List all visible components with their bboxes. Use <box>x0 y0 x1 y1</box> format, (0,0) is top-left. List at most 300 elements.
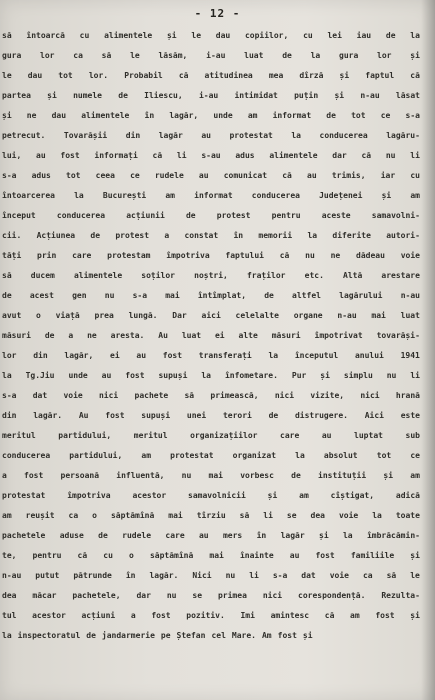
document-word: conducerea <box>251 191 300 200</box>
document-word: acestor <box>132 491 167 500</box>
document-word: am <box>410 191 420 200</box>
document-word: Imi <box>240 611 255 620</box>
document-word: că <box>77 551 88 560</box>
document-word: întîmplat, <box>197 291 247 300</box>
document-word: li <box>410 371 420 380</box>
document-word: lagăr, <box>64 351 94 360</box>
document-word: ca <box>73 51 83 60</box>
document-line <box>2 246 420 266</box>
document-line <box>2 206 420 226</box>
document-word: de <box>185 211 196 220</box>
document-word: se <box>286 511 297 520</box>
document-word: Au <box>78 411 89 420</box>
document-word: n-au <box>400 291 420 300</box>
document-word: în <box>233 231 244 240</box>
document-word: lăsăm, <box>158 51 188 60</box>
document-word: Nici <box>192 571 212 580</box>
document-word: lei <box>327 31 342 40</box>
document-word: care <box>280 431 300 440</box>
document-word: le <box>130 51 140 60</box>
document-word: ne <box>330 251 341 260</box>
document-word: din <box>2 411 17 420</box>
document-word: nu <box>385 151 396 160</box>
document-word: distrugere. <box>294 411 348 420</box>
document-word: am <box>410 471 420 480</box>
document-word: prea <box>94 311 114 320</box>
document-word: tul <box>2 611 17 620</box>
document-word: de <box>118 91 128 100</box>
document-word: la <box>268 351 279 360</box>
document-word: dea <box>2 591 17 600</box>
document-word: lor <box>377 51 392 60</box>
document-word: ce <box>410 451 420 460</box>
document-word: măcar <box>32 591 57 600</box>
document-word: că <box>152 151 163 160</box>
document-word: samavolni- <box>371 211 420 220</box>
document-line <box>2 546 420 566</box>
document-word: Tg.Jiu <box>25 371 55 380</box>
document-word: îmbrăcămin- <box>366 531 420 540</box>
page-edge-shadow <box>421 0 435 700</box>
document-word: nu <box>166 591 177 600</box>
document-word: protestat <box>229 131 273 140</box>
document-word: din <box>33 351 48 360</box>
document-word: la <box>307 231 318 240</box>
document-word: la <box>2 371 12 380</box>
document-line <box>2 46 420 66</box>
document-word: fraților <box>246 271 286 280</box>
document-word: putut <box>35 571 60 580</box>
document-word: viață <box>55 311 80 320</box>
document-word: au <box>289 551 300 560</box>
document-word: pachetele, <box>72 591 121 600</box>
document-word: amintesc <box>270 611 310 620</box>
document-word: nici <box>274 391 295 400</box>
document-line <box>2 386 420 406</box>
document-word: pătrunde <box>73 571 112 580</box>
document-word: fost <box>315 551 335 560</box>
document-word: nici <box>262 591 283 600</box>
document-word: etc. <box>304 271 324 280</box>
document-line <box>2 406 420 426</box>
document-word: copiilor, <box>244 31 289 40</box>
document-word: avut <box>2 311 22 320</box>
document-word: au <box>36 151 46 160</box>
document-word: săptămînă <box>110 511 155 520</box>
document-word: rudele <box>122 531 152 540</box>
document-line <box>2 146 420 166</box>
document-word: pentru <box>271 211 301 220</box>
document-word: luptat <box>354 431 383 440</box>
document-word: samavolnicii <box>188 491 246 500</box>
document-word: aceste <box>321 211 351 220</box>
document-word: li <box>249 571 259 580</box>
document-word: n-au <box>2 571 22 580</box>
document-word: mai <box>208 471 223 480</box>
document-word: Aici <box>364 411 384 420</box>
document-word: dar <box>136 591 151 600</box>
page-number: - 12 - <box>194 7 241 20</box>
document-word: instituții <box>318 471 367 480</box>
document-word: protest <box>115 231 150 240</box>
document-word: protestat <box>170 451 214 460</box>
document-word: că <box>178 71 189 80</box>
document-word: inspectoratul <box>17 631 81 640</box>
document-word: că <box>282 171 292 180</box>
document-word: memorii <box>258 231 293 240</box>
document-word: puțin <box>294 91 319 100</box>
document-word: informați <box>94 151 138 160</box>
document-word: am <box>299 491 309 500</box>
document-word: ne <box>87 331 97 340</box>
document-word: dădeau <box>356 251 385 260</box>
document-word: fost <box>151 611 171 620</box>
document-word: iau <box>356 31 372 40</box>
document-word: lagăru- <box>386 131 420 140</box>
document-line <box>2 466 420 486</box>
document-word: de <box>291 471 301 480</box>
document-word: unde <box>68 371 88 380</box>
document-line <box>2 166 420 186</box>
document-line <box>2 66 420 86</box>
document-word: că <box>361 151 372 160</box>
document-word: nu <box>181 471 192 480</box>
document-word: au <box>136 351 147 360</box>
document-word: ceea <box>95 171 115 180</box>
document-word: trimis, <box>331 171 366 180</box>
document-word: conducerea <box>2 451 51 460</box>
document-word: mai <box>165 291 180 300</box>
document-word: lagărului <box>339 291 383 300</box>
document-word: fost <box>105 411 125 420</box>
document-word: o <box>129 551 134 560</box>
document-word: protestam <box>107 251 151 260</box>
document-word: în <box>144 111 155 120</box>
document-word: le <box>2 71 12 80</box>
document-word: dat <box>301 571 316 580</box>
document-word: au <box>307 171 317 180</box>
document-word: ce <box>130 171 140 180</box>
document-word: nici <box>98 391 119 400</box>
document-line <box>2 226 420 246</box>
document-word: jandarmerie <box>101 631 155 640</box>
document-word: li <box>410 151 420 160</box>
document-word: supuși <box>158 371 188 380</box>
document-word: a <box>2 471 7 480</box>
document-line <box>2 606 420 626</box>
document-word: conducerea <box>56 211 106 220</box>
document-word: o <box>36 311 41 320</box>
document-word: la <box>410 31 420 40</box>
document-word: alimentele <box>104 31 153 40</box>
document-word: tot <box>66 171 81 180</box>
document-word: aresta. <box>110 331 145 340</box>
document-line <box>2 526 420 546</box>
document-word: celelalte <box>235 311 279 320</box>
document-word: de <box>86 631 96 640</box>
document-word: și <box>410 611 420 620</box>
document-word: diferite <box>332 231 371 240</box>
document-line <box>2 626 420 646</box>
document-word: alimentele <box>269 151 318 160</box>
document-word: unei <box>186 411 207 420</box>
document-word: au <box>198 171 209 180</box>
document-word: la <box>295 451 305 460</box>
document-word: fost <box>277 631 297 640</box>
document-word: să <box>386 571 397 580</box>
document-word: intimidat <box>234 91 278 100</box>
document-word: organizat <box>232 451 277 460</box>
document-word: nu <box>305 251 315 260</box>
document-word: tot <box>376 451 392 460</box>
document-word: constat <box>184 231 219 240</box>
document-word: acest <box>29 291 54 300</box>
document-word: alimentele <box>81 111 130 120</box>
document-word: gura <box>339 51 359 60</box>
document-word: dat <box>32 391 48 400</box>
document-word: luat <box>181 331 202 340</box>
document-word: dau <box>27 71 43 80</box>
document-word: informat <box>194 191 233 200</box>
document-word: cu <box>103 551 113 560</box>
document-word: tot <box>351 111 366 120</box>
document-word: la <box>372 511 382 520</box>
document-word: de <box>98 531 108 540</box>
document-word: Acțiunea <box>36 231 76 240</box>
document-word: am <box>247 111 258 120</box>
document-line <box>2 506 420 526</box>
document-word: Tovarășii <box>63 131 108 140</box>
document-word: familiile <box>350 551 395 560</box>
document-word: voie <box>63 391 83 400</box>
document-word: ce <box>380 111 391 120</box>
document-word: luat <box>400 311 420 320</box>
document-word: s-a <box>2 171 17 180</box>
document-word: Probabil <box>124 71 163 80</box>
document-word: n-au <box>337 311 357 320</box>
document-word: de <box>264 291 274 300</box>
document-word: partea <box>2 91 31 100</box>
document-word: li <box>263 511 273 520</box>
document-word: la <box>2 631 12 640</box>
document-word: dîrză <box>299 71 324 80</box>
document-word: te, <box>2 551 17 560</box>
document-word: și <box>381 191 392 200</box>
document-word: rudele <box>154 171 184 180</box>
document-word: a <box>68 331 74 340</box>
document-word: să <box>2 271 12 280</box>
document-word: pachetele <box>2 531 46 540</box>
document-line <box>2 566 420 586</box>
document-word: partidului, <box>69 451 123 460</box>
document-word: gen <box>72 291 87 300</box>
document-word: ne <box>26 111 37 120</box>
document-word: și <box>302 631 313 640</box>
document-word: prin <box>37 251 57 260</box>
document-word: s-a <box>405 111 420 120</box>
document-word: că <box>279 251 290 260</box>
document-word: de <box>44 331 55 340</box>
document-word: este <box>400 411 420 420</box>
document-word: săptămînă <box>149 551 194 560</box>
document-body-text <box>2 26 420 646</box>
document-word: de <box>90 231 101 240</box>
document-word: s-a <box>132 291 148 300</box>
document-word: măsuri <box>2 331 31 340</box>
document-word: fost <box>375 611 395 620</box>
document-word: persoană <box>60 471 100 480</box>
document-word: la <box>74 191 84 200</box>
document-word: meritul <box>2 431 36 440</box>
document-word: și <box>2 111 12 120</box>
document-word: transferați <box>198 351 252 360</box>
document-word: și <box>47 91 57 100</box>
document-word: mai <box>209 551 224 560</box>
document-word: organe <box>293 311 323 320</box>
document-word: nu <box>104 291 115 300</box>
document-word: partidului, <box>58 431 112 440</box>
document-word: s-a <box>272 571 288 580</box>
document-word: adus <box>235 151 255 160</box>
document-word: lor <box>2 351 17 360</box>
document-word: lagăr, <box>169 111 199 120</box>
document-word: înfometare. <box>224 371 278 380</box>
document-word: faptul <box>365 71 395 80</box>
document-word: luat <box>244 51 264 60</box>
document-word: fost <box>24 471 44 480</box>
document-word: să <box>184 391 195 400</box>
document-word: lor. <box>88 71 109 80</box>
document-word: gura <box>2 51 22 60</box>
document-word: de <box>2 291 12 300</box>
document-line <box>2 266 420 286</box>
document-word: aduse <box>59 531 84 540</box>
document-word: meritul <box>133 431 168 440</box>
document-word: simplu <box>343 371 373 380</box>
document-word: lăsat <box>395 91 420 100</box>
document-word: toate <box>395 511 420 520</box>
document-word: voie <box>400 251 420 260</box>
document-word: organizațiilor <box>190 431 258 440</box>
document-word: ei <box>214 331 225 340</box>
document-word: și <box>320 371 330 380</box>
document-line <box>2 186 420 206</box>
document-word: au <box>101 371 112 380</box>
document-word: la <box>201 371 211 380</box>
document-word: nu <box>225 571 236 580</box>
document-word: dau <box>51 111 67 120</box>
document-word: i-au <box>198 91 219 100</box>
document-word: că <box>324 611 335 620</box>
document-word: alte <box>238 331 258 340</box>
document-word: Iliescu, <box>144 91 183 100</box>
document-line <box>2 26 420 46</box>
document-word: la <box>310 51 321 60</box>
document-word: aici <box>201 311 221 320</box>
document-word: din <box>125 131 141 140</box>
document-line <box>2 126 420 146</box>
document-word: lagăr <box>158 131 183 140</box>
document-word: voie <box>329 571 349 580</box>
document-word: să <box>239 511 250 520</box>
document-line <box>2 426 420 446</box>
document-word: nici <box>360 391 380 400</box>
document-word: dau <box>215 31 231 40</box>
document-word: iar <box>380 171 396 180</box>
document-word: conducerea <box>319 131 368 140</box>
document-word: vorbesc <box>240 471 274 480</box>
document-word: am <box>2 511 12 520</box>
document-word: cel <box>211 631 226 640</box>
document-word: petrecut. <box>2 131 46 140</box>
document-word: sub <box>405 431 420 440</box>
document-word: întoarcă <box>26 31 65 40</box>
document-word: noștri, <box>194 271 228 280</box>
document-word: la <box>342 531 353 540</box>
document-word: și <box>267 491 278 500</box>
document-word: supuși <box>141 411 171 420</box>
document-word: acțiuni <box>81 611 116 620</box>
document-word: soților <box>141 271 175 280</box>
document-word: acțiunii <box>126 211 165 220</box>
document-word: în <box>256 531 267 540</box>
document-word: de <box>385 31 396 40</box>
document-word: cu <box>303 31 313 40</box>
document-word: Dar <box>172 311 187 320</box>
document-word: li <box>176 151 187 160</box>
document-word: să <box>101 51 112 60</box>
document-word: și <box>410 551 420 560</box>
document-word: arestare <box>381 271 420 280</box>
document-word: au <box>201 131 211 140</box>
document-word: mea <box>268 71 284 80</box>
document-word: adică <box>395 491 420 500</box>
document-word: de <box>268 411 279 420</box>
document-word: atitudinea <box>204 71 253 80</box>
document-word: fost <box>162 351 183 360</box>
document-word: la <box>291 131 301 140</box>
document-word: primească, <box>210 391 259 400</box>
document-word: fost <box>60 151 80 160</box>
document-word: absolut <box>323 451 358 460</box>
document-word: întoarcerea <box>2 191 55 200</box>
document-word: București <box>102 191 147 200</box>
document-word: influentă, <box>116 471 165 480</box>
document-word: terori <box>222 411 252 420</box>
document-word: pe <box>160 631 171 640</box>
document-word: și <box>166 31 177 40</box>
document-word: anului <box>354 351 384 360</box>
document-word: lagăr <box>280 531 305 540</box>
document-word: pozitiv. <box>186 611 225 620</box>
document-word: protestat <box>2 491 46 500</box>
document-word: începutul <box>294 351 339 360</box>
document-word: tăți <box>2 251 22 260</box>
document-word: tovarăși- <box>376 331 420 340</box>
document-word: le <box>410 571 420 580</box>
document-word: că <box>410 71 420 80</box>
document-word: lagăr. <box>33 411 63 420</box>
document-word: care <box>165 531 185 540</box>
document-word: altfel <box>292 291 321 300</box>
document-word: în <box>125 571 136 580</box>
document-word: am <box>165 191 175 200</box>
document-line <box>2 486 420 506</box>
document-word: voie <box>338 511 359 520</box>
document-word: Am <box>261 631 272 640</box>
document-word: au <box>198 531 209 540</box>
document-word: și <box>383 471 394 480</box>
